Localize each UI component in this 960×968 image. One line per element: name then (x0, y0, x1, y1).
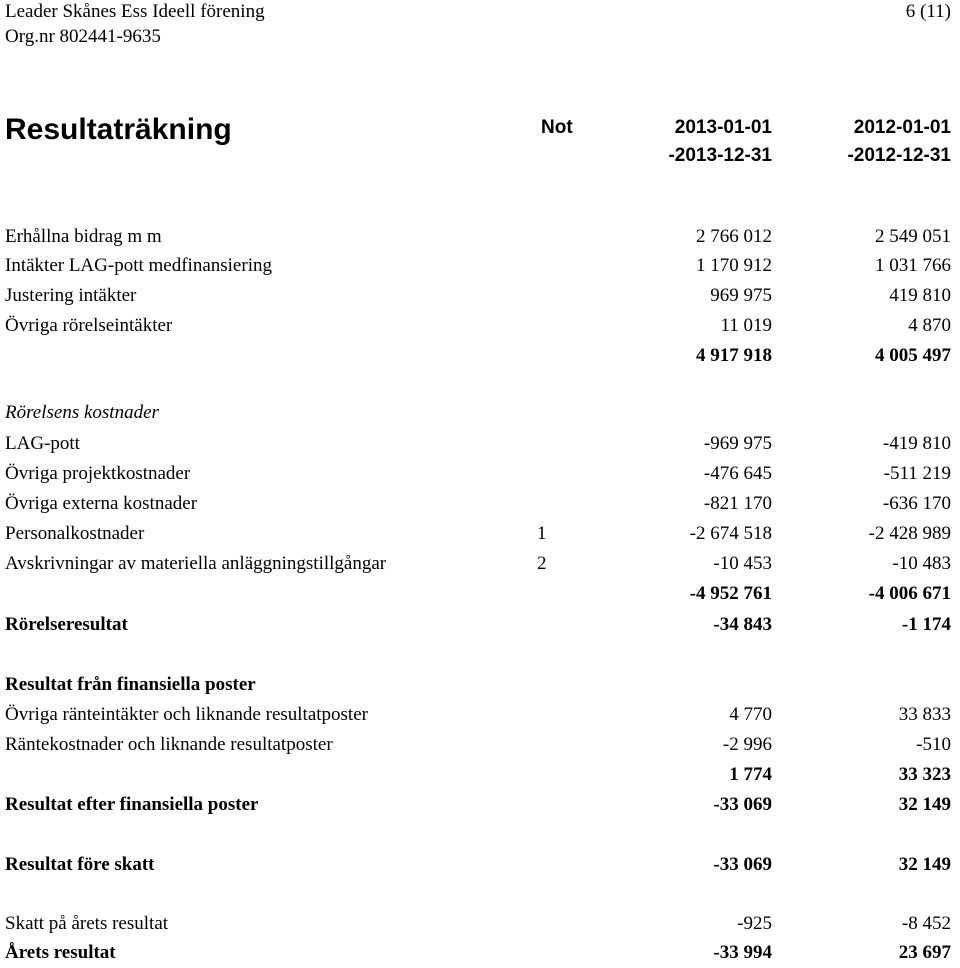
result-row (0, 790, 960, 820)
subtotal-row (0, 579, 960, 609)
column-header-2013-end: -2013-12-31 (668, 145, 772, 166)
table-row (0, 459, 960, 489)
value-2013: 4 770 (729, 704, 772, 725)
table-row (0, 909, 960, 939)
value-2012: 23 697 (898, 942, 951, 963)
table-row (0, 519, 960, 549)
value-2013: -969 975 (703, 433, 772, 454)
page-title: Resultaträkning (5, 113, 232, 146)
table-row (0, 311, 960, 341)
row-label: Avskrivningar av materiella anläggningstillgångar (5, 553, 387, 574)
value-2013: 4 917 918 (696, 345, 772, 366)
value-2012: -1 174 (901, 614, 951, 635)
column-header-2013-start: 2013-01-01 (674, 117, 772, 138)
value-2012: -4 006 671 (868, 583, 951, 604)
value-2013: 11 019 (720, 315, 772, 336)
value-2013: 969 975 (710, 285, 772, 306)
row-label: Årets resultat (5, 942, 116, 963)
row-label: Erhållna bidrag m m (5, 226, 162, 247)
value-2012: -510 (916, 734, 951, 755)
section-label: Rörelsens kostnader (5, 402, 159, 423)
row-label: Räntekostnader och liknande resultatposter (5, 734, 333, 755)
row-label: Resultat före skatt (5, 854, 155, 875)
value-2012: 33 323 (898, 764, 951, 785)
row-label: Personalkostnader (5, 523, 145, 544)
column-header-2012-start: 2012-01-01 (853, 117, 951, 138)
result-row (0, 850, 960, 880)
value-2013: -33 069 (713, 794, 772, 815)
value-2012: 32 149 (898, 794, 951, 815)
result-row (0, 610, 960, 640)
section-label: Resultat från finansiella poster (5, 674, 256, 695)
value-2013: 2 766 012 (696, 226, 772, 247)
table-row (0, 730, 960, 760)
subtotal-row (0, 760, 960, 790)
value-2013: -2 996 (722, 734, 772, 755)
table-row (0, 489, 960, 519)
value-2013: -925 (737, 913, 772, 934)
value-2012: 419 810 (889, 285, 951, 306)
organization-number: Org.nr 802441-9635 (5, 26, 161, 47)
section-heading (0, 398, 960, 428)
value-2012: -8 452 (901, 913, 951, 934)
value-2012: 33 833 (898, 704, 951, 725)
table-row (0, 281, 960, 311)
value-2012: -10 483 (892, 553, 951, 574)
value-2012: 4 870 (908, 315, 951, 336)
table-row (0, 549, 960, 579)
value-2012: 1 031 766 (875, 255, 951, 276)
row-label: LAG-pott (5, 433, 80, 454)
column-header-2012-end: -2012-12-31 (847, 145, 951, 166)
row-label: Övriga ränteintäkter och liknande resultatposter (5, 704, 368, 725)
value-2013: -821 170 (703, 493, 772, 514)
table-row (0, 222, 960, 252)
value-2012: -636 170 (882, 493, 951, 514)
row-label: Justering intäkter (5, 285, 137, 306)
row-label: Övriga rörelseintäkter (5, 315, 173, 336)
value-2012: -419 810 (882, 433, 951, 454)
row-label: Skatt på årets resultat (5, 913, 169, 934)
row-label: Intäkter LAG-pott medfinansiering (5, 255, 272, 276)
value-2013: 1 170 912 (696, 255, 772, 276)
value-2013: -476 645 (703, 463, 772, 484)
page-number: 6 (11) (905, 1, 951, 22)
note-reference: 2 (537, 553, 547, 574)
value-2013: -4 952 761 (689, 583, 772, 604)
table-row (0, 429, 960, 459)
value-2013: 1 774 (729, 764, 772, 785)
organization-name: Leader Skånes Ess Ideell förening (5, 1, 265, 22)
subtotal-row (0, 341, 960, 371)
value-2012: -511 219 (883, 463, 951, 484)
value-2013: -34 843 (713, 614, 772, 635)
value-2013: -10 453 (713, 553, 772, 574)
value-2012: 32 149 (898, 854, 951, 875)
table-row (0, 700, 960, 730)
row-label: Rörelseresultat (5, 614, 128, 635)
value-2012: 2 549 051 (875, 226, 951, 247)
column-header-2012 (847, 114, 951, 170)
value-2013: -33 994 (713, 942, 772, 963)
column-header-not: Not (541, 117, 573, 138)
value-2013: -33 069 (713, 854, 772, 875)
table-row (0, 251, 960, 281)
row-label: Övriga externa kostnader (5, 493, 198, 514)
value-2013: -2 674 518 (689, 523, 772, 544)
row-label: Resultat efter finansiella poster (5, 794, 259, 815)
section-heading (0, 670, 960, 700)
row-label: Övriga projektkostnader (5, 463, 191, 484)
note-reference: 1 (537, 523, 547, 544)
value-2012: -2 428 989 (868, 523, 951, 544)
value-2012: 4 005 497 (875, 345, 951, 366)
column-header-2013 (668, 114, 772, 170)
